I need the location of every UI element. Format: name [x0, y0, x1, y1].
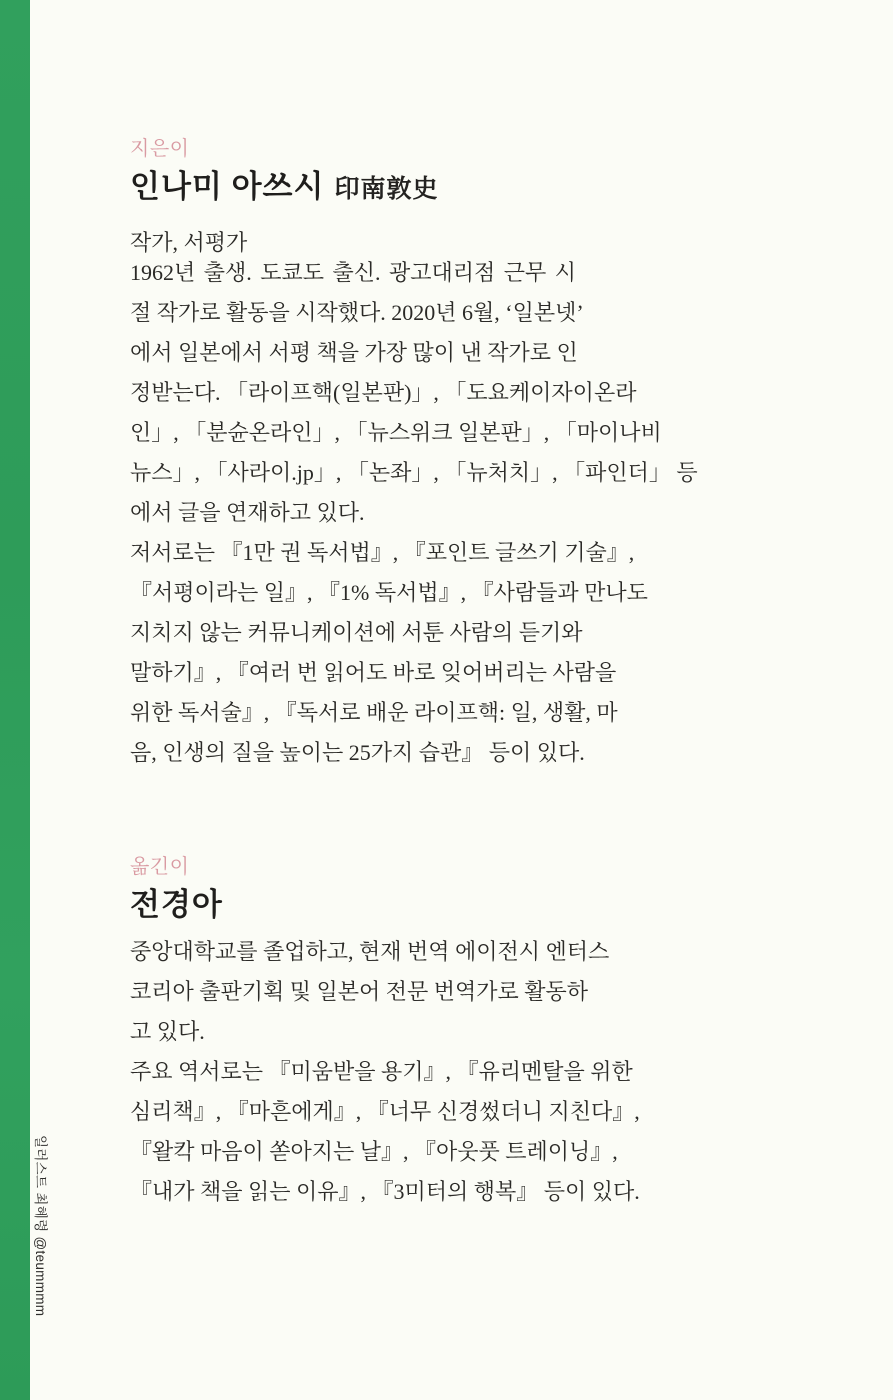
bio-line: 정받는다. 「라이프핵(일본판)」, 「도요케이자이온라	[130, 380, 637, 405]
bio-line: 코리아 출판기획 및 일본어 전문 번역가로 활동하	[130, 979, 589, 1004]
author-role-label: 지은이	[130, 138, 190, 160]
works-line: 말하기』, 『여러 번 읽어도 바로 잊어버리는 사람을	[130, 660, 617, 685]
translator-role-label: 옮긴이	[130, 856, 190, 878]
bio-line: 중앙대학교를 졸업하고, 현재 번역 에이전시 엔터스	[130, 939, 610, 964]
translator-bio-paragraph	[130, 932, 640, 1212]
works-line: 심리책』, 『마흔에게』, 『너무 신경썼더니 지친다』,	[130, 1099, 640, 1124]
translator-name: 전경아	[130, 887, 223, 922]
author-name-row	[130, 166, 576, 210]
author-bio-paragraph	[130, 253, 698, 773]
works-line: 『내가 책을 읽는 이유』, 『3미터의 행복』 등이 있다.	[130, 1179, 640, 1204]
author-name-hanja: 印南敦史	[334, 175, 439, 203]
works-line: 지치지 않는 커뮤니케이션에 서툰 사람의 듣기와	[130, 620, 583, 645]
book-spine-green-bar	[0, 0, 30, 1400]
works-line: 『서평이라는 일』, 『1% 독서법』, 『사람들과 만나도	[130, 580, 648, 605]
author-occupation: 작가, 서평가	[130, 230, 248, 255]
works-line: 『왈칵 마음이 쏟아지는 날』, 『아웃풋 트레이닝』,	[130, 1139, 618, 1164]
works-line: 저서로는 『1만 권 독서법』, 『포인트 글쓰기 기술』,	[130, 540, 635, 565]
bio-line: 뉴스」, 「사라이.jp」, 「논좌」, 「뉴처치」, 「파인더」 등	[130, 460, 698, 485]
bio-line: 인」, 「분슌온라인」, 「뉴스위크 일본판」, 「마이나비	[130, 420, 662, 445]
illustrator-credit-vertical-text: 일러스트 최혜령 @teummmm	[33, 1135, 48, 1317]
bio-line: 에서 글을 연재하고 있다.	[130, 500, 365, 525]
works-line: 음, 인생의 질을 높이는 25가지 습관』 등이 있다.	[130, 740, 585, 765]
works-line: 위한 독서술』, 『독서로 배운 라이프핵: 일, 생활, 마	[130, 700, 618, 725]
works-line: 주요 역서로는 『미움받을 용기』, 『유리멘탈을 위한	[130, 1059, 633, 1084]
bio-line: 절 작가로 활동을 시작했다. 2020년 6월, ‘일본넷’	[130, 300, 584, 325]
bio-line: 1962년 출생. 도쿄도 출신. 광고대리점 근무 시	[130, 260, 576, 285]
bio-line: 고 있다.	[130, 1019, 205, 1044]
author-name: 인나미 아쓰시	[130, 169, 325, 204]
bio-line: 에서 일본에서 서평 책을 가장 많이 낸 작가로 인	[130, 340, 578, 365]
